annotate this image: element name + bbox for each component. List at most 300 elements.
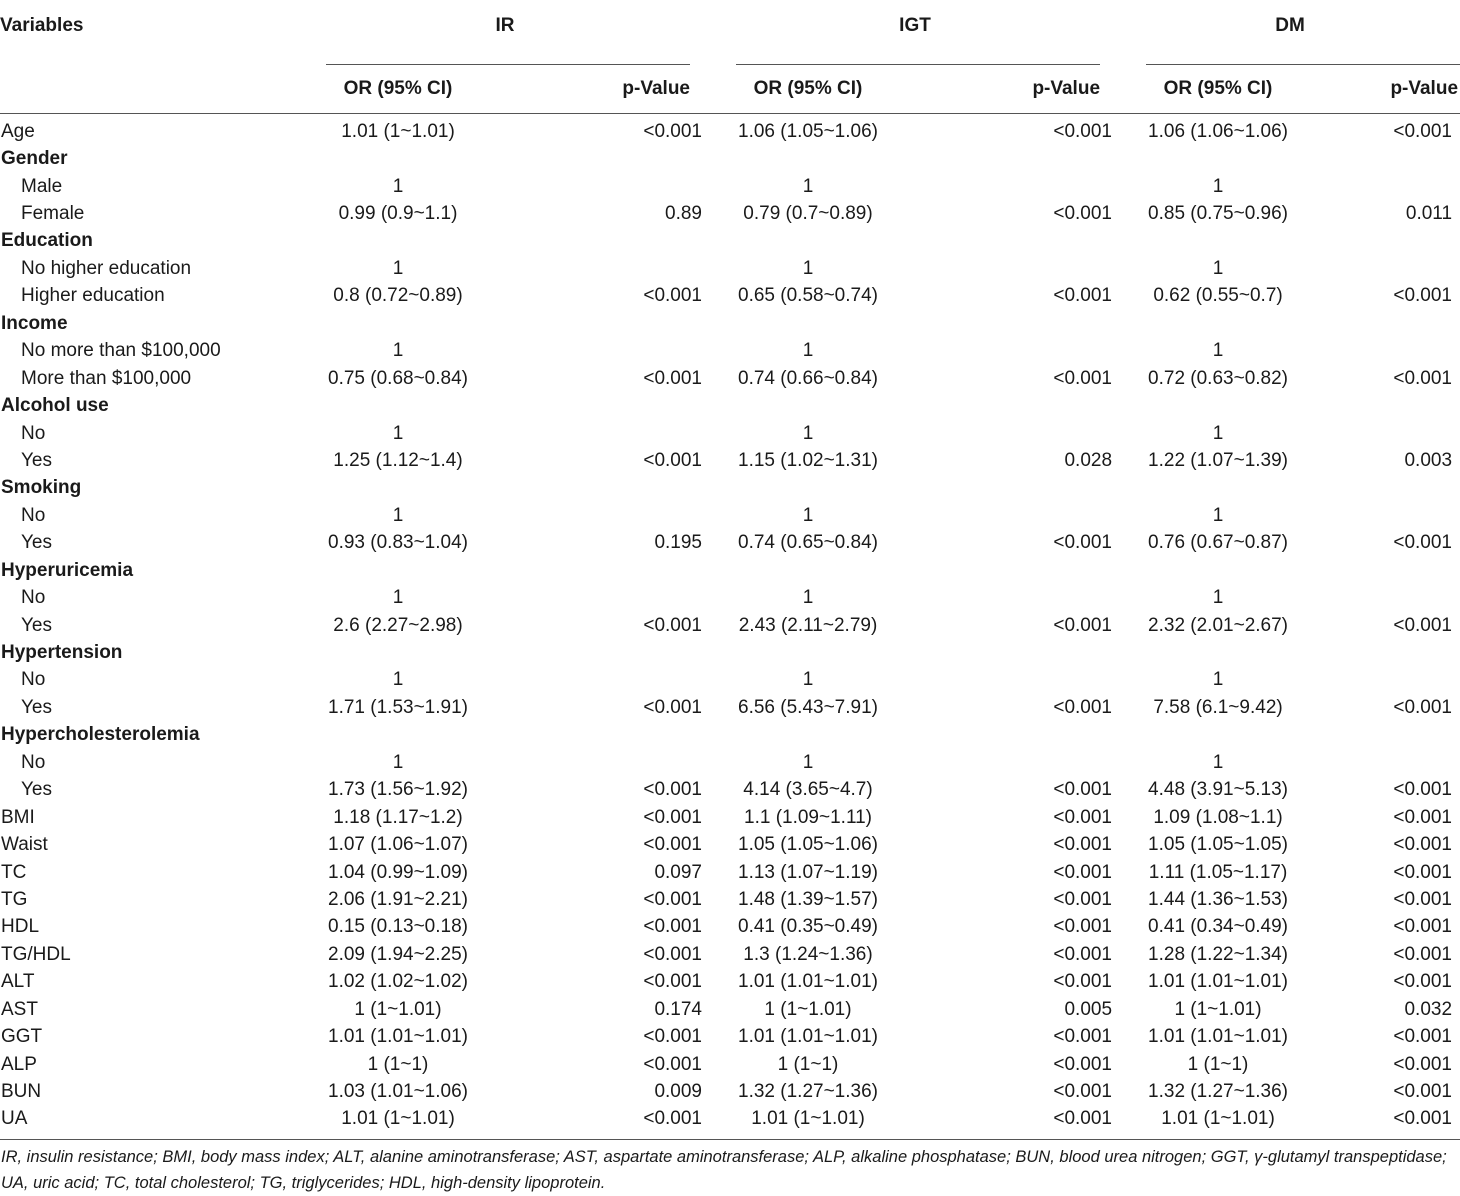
table-row (0, 859, 1460, 886)
ir-p-cell: <0.001 (643, 449, 702, 471)
igt-p-cell: <0.001 (1053, 971, 1113, 993)
table-row (0, 338, 1460, 365)
dm-p-header: p-Value (1316, 65, 1460, 114)
igt-or-cell: 1 (802, 669, 814, 691)
dm-or-cell (1120, 639, 1316, 666)
ir-or-cell: 1.25 (1.12~1.4) (333, 449, 463, 471)
dm-p-cell: <0.001 (1393, 285, 1453, 307)
ir-p-cell: <0.001 (643, 943, 702, 965)
dm-or-cell (1120, 310, 1316, 337)
ir-or-cell: 1.04 (0.99~1.09) (328, 861, 468, 883)
igt-or-cell: 0.79 (0.7~0.89) (743, 203, 873, 225)
ir-or-cell: 1.71 (1.53~1.91) (328, 696, 468, 718)
igt-or-cell: 1.06 (1.05~1.06) (738, 120, 878, 142)
dm-p-cell: <0.001 (1393, 614, 1453, 636)
ir-p-cell: <0.001 (643, 696, 702, 718)
igt-p-cell (906, 475, 1120, 502)
igt-or-cell: 0.65 (0.58~0.74) (738, 285, 878, 307)
dm-or-cell: 1 (1212, 587, 1224, 609)
variable-label-cell: No (21, 669, 46, 691)
table-row (0, 886, 1460, 913)
dm-or-cell: 1.44 (1.36~1.53) (1148, 888, 1288, 910)
variable-label-cell: Waist (1, 834, 48, 856)
igt-p-cell (906, 228, 1120, 255)
dm-p-cell: <0.001 (1393, 916, 1453, 938)
dm-p-cell: <0.001 (1393, 120, 1453, 142)
igt-or-cell: 1.32 (1.27~1.36) (738, 1081, 878, 1103)
ir-p-cell: <0.001 (643, 1108, 702, 1130)
table-row (0, 584, 1460, 611)
dm-p-cell (1316, 173, 1460, 200)
dm-p-cell (1316, 310, 1460, 337)
group-label-cell: Hypertension (1, 642, 123, 664)
dm-or-cell: 1 (1212, 504, 1224, 526)
ir-p-cell: <0.001 (643, 285, 702, 307)
ir-or-cell: 1.07 (1.06~1.07) (328, 834, 468, 856)
dm-p-cell (1316, 557, 1460, 584)
dm-p-cell (1316, 392, 1460, 419)
table-row (0, 173, 1460, 200)
ir-or-cell (300, 392, 496, 419)
table-row (0, 447, 1460, 474)
ir-p-cell: 0.195 (654, 532, 702, 554)
igt-p-cell: <0.001 (1053, 943, 1113, 965)
dm-p-cell (1316, 475, 1460, 502)
ir-p-cell: <0.001 (643, 367, 702, 389)
ir-or-cell: 0.99 (0.9~1.1) (338, 203, 458, 225)
ir-p-cell (496, 639, 710, 666)
ir-p-cell (496, 228, 710, 255)
variable-label-cell: TC (1, 861, 27, 883)
ir-or-cell: 1.01 (1.01~1.01) (328, 1026, 468, 1048)
igt-p-cell (906, 502, 1120, 529)
dm-or-cell: 1 (1212, 340, 1224, 362)
igt-or-cell: 1.13 (1.07~1.19) (738, 861, 878, 883)
dm-p-cell: <0.001 (1393, 696, 1453, 718)
dm-or-cell: 4.48 (3.91~5.13) (1148, 779, 1288, 801)
table-row (0, 530, 1460, 557)
igt-p-cell: <0.001 (1053, 532, 1113, 554)
ir-or-cell: 1 (392, 587, 404, 609)
igt-or-cell (710, 639, 906, 666)
igt-p-cell: <0.001 (1053, 1053, 1113, 1075)
dm-p-cell (1316, 255, 1460, 282)
variable-label-cell: BUN (1, 1081, 42, 1103)
variable-label-cell: No (21, 422, 46, 444)
dm-or-cell: 1.11 (1.05~1.17) (1148, 861, 1288, 883)
ir-or-cell: 0.15 (0.13~0.18) (328, 916, 468, 938)
ir-p-cell (496, 667, 710, 694)
igt-or-cell: 1.01 (1.01~1.01) (738, 971, 878, 993)
igt-or-cell: 1.1 (1.09~1.11) (744, 806, 872, 828)
dm-or-cell (1120, 145, 1316, 172)
ir-p-cell: <0.001 (643, 1053, 702, 1075)
ir-p-cell: <0.001 (643, 916, 702, 938)
igt-p-cell: <0.001 (1053, 1108, 1113, 1130)
igt-p-cell (906, 639, 1120, 666)
table-group-row (0, 639, 1460, 666)
group-label-ir: IR (495, 15, 515, 36)
table-row (0, 200, 1460, 227)
variables-header: Variables (0, 15, 84, 36)
ir-or-cell: 1 (392, 504, 404, 526)
igt-or-cell: 0.74 (0.65~0.84) (738, 532, 878, 554)
table-row (0, 114, 1460, 146)
dm-p-cell: <0.001 (1393, 943, 1453, 965)
table-row (0, 969, 1460, 996)
ir-or-header: OR (95% CI) (300, 65, 496, 114)
dm-or-cell (1120, 557, 1316, 584)
dm-p-cell (1316, 420, 1460, 447)
dm-p-cell: <0.001 (1393, 779, 1453, 801)
ir-p-cell (496, 749, 710, 776)
dm-p-cell: <0.001 (1393, 806, 1453, 828)
igt-p-cell: <0.001 (1053, 861, 1113, 883)
ir-p-cell (496, 502, 710, 529)
dm-p-cell (1316, 584, 1460, 611)
dm-p-cell: <0.001 (1393, 1026, 1453, 1048)
igt-p-cell: <0.001 (1053, 806, 1113, 828)
ir-or-cell: 1.01 (1~1.01) (341, 120, 455, 142)
table-row (0, 283, 1460, 310)
dm-p-cell: 0.032 (1404, 998, 1453, 1020)
group-label-cell: Gender (1, 148, 68, 170)
table-group-row (0, 557, 1460, 584)
table-row (0, 749, 1460, 776)
dm-or-cell: 1 (1212, 257, 1224, 279)
ir-p-cell (496, 173, 710, 200)
dm-or-cell: 1.28 (1.22~1.34) (1148, 943, 1288, 965)
igt-or-cell: 1 (1~1) (777, 1053, 839, 1075)
dm-p-cell (1316, 722, 1460, 749)
igt-or-cell (710, 722, 906, 749)
ir-or-cell: 1.01 (1~1.01) (341, 1108, 455, 1130)
dm-or-cell: 0.41 (0.34~0.49) (1148, 916, 1288, 938)
ir-or-cell: 1 (1~1.01) (354, 998, 442, 1020)
dm-p-cell (1316, 667, 1460, 694)
igt-or-cell (710, 310, 906, 337)
variable-label-cell: Male (21, 175, 63, 197)
variable-label-cell: Age (1, 120, 35, 142)
dm-or-cell: 1.01 (1.01~1.01) (1148, 1026, 1288, 1048)
dm-p-cell (1316, 228, 1460, 255)
ir-or-cell: 1 (392, 422, 404, 444)
ir-or-cell: 1 (392, 340, 404, 362)
igt-p-cell (906, 749, 1120, 776)
ir-or-cell: 2.06 (1.91~2.21) (328, 888, 468, 910)
ir-or-cell (300, 310, 496, 337)
variable-label-cell: UA (1, 1108, 28, 1130)
dm-p-cell: <0.001 (1393, 532, 1453, 554)
variable-label-cell: No (21, 587, 46, 609)
ir-p-cell (496, 420, 710, 447)
sub-header-row (0, 65, 1460, 114)
ir-p-cell (496, 338, 710, 365)
ir-p-cell: 0.89 (665, 203, 702, 225)
ir-or-cell: 1 (392, 669, 404, 691)
igt-or-cell: 1 (802, 422, 814, 444)
table-group-row (0, 392, 1460, 419)
table-header (0, 0, 1460, 114)
table-group-row (0, 310, 1460, 337)
variable-label-cell: No more than $100,000 (21, 340, 221, 362)
variable-label-cell: BMI (1, 806, 35, 828)
table-row (0, 420, 1460, 447)
igt-p-cell: <0.001 (1053, 888, 1113, 910)
igt-p-cell: <0.001 (1053, 614, 1113, 636)
igt-or-cell (710, 557, 906, 584)
dm-or-cell: 0.62 (0.55~0.7) (1153, 285, 1283, 307)
group-label-cell: Smoking (1, 477, 82, 499)
table-row (0, 914, 1460, 941)
igt-or-cell: 1.01 (1~1.01) (751, 1108, 865, 1130)
igt-or-cell (710, 228, 906, 255)
dm-p-cell: <0.001 (1393, 834, 1453, 856)
dm-p-cell: <0.001 (1393, 1081, 1453, 1103)
igt-or-cell: 1.01 (1.01~1.01) (738, 1026, 878, 1048)
ir-p-cell: <0.001 (643, 614, 702, 636)
ir-or-cell: 1 (392, 257, 404, 279)
igt-p-cell (906, 145, 1120, 172)
variable-label-cell: No (21, 751, 46, 773)
ir-p-cell: <0.001 (643, 834, 702, 856)
igt-p-cell: 0.028 (1064, 449, 1113, 471)
ir-p-cell (496, 557, 710, 584)
igt-or-cell (710, 392, 906, 419)
dm-p-cell: <0.001 (1393, 1108, 1453, 1130)
table-row (0, 612, 1460, 639)
igt-p-cell (906, 255, 1120, 282)
dm-p-cell: <0.001 (1393, 367, 1453, 389)
ir-p-cell (496, 310, 710, 337)
igt-p-cell: <0.001 (1053, 285, 1113, 307)
variable-label-cell: Yes (21, 449, 52, 471)
ir-or-cell (300, 639, 496, 666)
igt-or-cell: 1.15 (1.02~1.31) (738, 449, 878, 471)
igt-p-header: p-Value (906, 65, 1120, 114)
igt-or-cell: 1.05 (1.05~1.06) (738, 834, 878, 856)
dm-or-cell: 1 (1~1.01) (1174, 998, 1262, 1020)
igt-or-cell: 1.48 (1.39~1.57) (738, 888, 878, 910)
dm-or-cell (1120, 228, 1316, 255)
group-rule-igt (736, 64, 1100, 65)
variable-label-cell: No higher education (21, 257, 192, 279)
igt-or-cell (710, 145, 906, 172)
variable-label-cell: Female (21, 203, 85, 225)
ir-or-cell: 1.03 (1.01~1.06) (328, 1081, 468, 1103)
group-label-igt: IGT (899, 15, 931, 36)
igt-or-cell: 0.74 (0.66~0.84) (738, 367, 878, 389)
igt-or-cell: 1 (802, 504, 814, 526)
variable-label-cell: ALT (1, 971, 35, 993)
ir-or-cell: 0.8 (0.72~0.89) (333, 285, 463, 307)
dm-or-cell (1120, 392, 1316, 419)
igt-p-cell: <0.001 (1053, 696, 1113, 718)
variable-label-cell: Yes (21, 614, 52, 636)
ir-or-cell: 1 (392, 751, 404, 773)
table-row (0, 941, 1460, 968)
group-header-ir (300, 0, 710, 65)
dm-or-cell: 1.01 (1~1.01) (1161, 1108, 1275, 1130)
igt-or-cell: 1 (802, 751, 814, 773)
group-label-dm: DM (1275, 15, 1305, 36)
igt-p-cell: <0.001 (1053, 203, 1113, 225)
dm-or-cell: 1 (1212, 175, 1224, 197)
dm-p-cell: <0.001 (1393, 971, 1453, 993)
ir-or-cell: 2.6 (2.27~2.98) (333, 614, 463, 636)
ir-p-cell: <0.001 (643, 806, 702, 828)
table-group-row (0, 722, 1460, 749)
igt-or-cell: 1.3 (1.24~1.36) (743, 943, 873, 965)
igt-p-cell: 0.005 (1064, 998, 1113, 1020)
group-header-row (0, 0, 1460, 65)
variable-label-cell: More than $100,000 (21, 367, 192, 389)
dm-or-cell: 0.85 (0.75~0.96) (1148, 203, 1288, 225)
dm-p-cell (1316, 639, 1460, 666)
dm-or-cell: 1.01 (1.01~1.01) (1148, 971, 1288, 993)
dm-or-cell: 1.22 (1.07~1.39) (1148, 449, 1288, 471)
dm-p-cell (1316, 502, 1460, 529)
igt-or-cell: 1 (802, 340, 814, 362)
ir-p-cell: <0.001 (643, 888, 702, 910)
table-row (0, 996, 1460, 1023)
ir-p-cell: <0.001 (643, 1026, 702, 1048)
group-label-cell: Education (1, 230, 93, 252)
table-group-row (0, 228, 1460, 255)
dm-or-cell (1120, 722, 1316, 749)
table-group-row (0, 145, 1460, 172)
igt-p-cell (906, 557, 1120, 584)
variable-label-cell: ALP (1, 1053, 37, 1075)
dm-or-cell: 1.05 (1.05~1.05) (1148, 834, 1288, 856)
ir-or-cell: 1.73 (1.56~1.92) (328, 779, 468, 801)
table-row (0, 694, 1460, 721)
ir-p-cell: 0.097 (654, 861, 702, 883)
igt-p-cell: <0.001 (1053, 1026, 1113, 1048)
group-label-cell: Income (1, 312, 68, 334)
ir-or-cell: 1.02 (1.02~1.02) (328, 971, 468, 993)
variable-label-cell: Higher education (21, 285, 165, 307)
ir-p-cell (496, 145, 710, 172)
group-header-igt (710, 0, 1120, 65)
ir-p-cell (496, 584, 710, 611)
igt-p-cell (906, 420, 1120, 447)
ir-or-cell (300, 722, 496, 749)
dm-or-cell: 1 (1212, 422, 1224, 444)
igt-p-cell (906, 667, 1120, 694)
table-row (0, 804, 1460, 831)
igt-p-cell (906, 310, 1120, 337)
table-row (0, 667, 1460, 694)
igt-or-cell: 1 (802, 587, 814, 609)
variable-label-cell: GGT (1, 1026, 43, 1048)
igt-p-cell (906, 722, 1120, 749)
ir-p-cell: <0.001 (643, 779, 702, 801)
igt-or-cell: 1 (1~1.01) (764, 998, 852, 1020)
igt-p-cell: <0.001 (1053, 367, 1113, 389)
dm-or-cell: 0.76 (0.67~0.87) (1148, 532, 1288, 554)
variable-label-cell: HDL (1, 916, 40, 938)
ir-or-cell: 1 (1~1) (367, 1053, 429, 1075)
table-row (0, 1106, 1460, 1139)
variable-label-cell: Yes (21, 779, 52, 801)
dm-p-cell (1316, 338, 1460, 365)
igt-or-cell: 2.43 (2.11~2.79) (738, 614, 878, 636)
group-rule-ir (326, 64, 690, 65)
table-row (0, 365, 1460, 392)
igt-or-cell: 1 (802, 257, 814, 279)
footnote-section (0, 1139, 1460, 1196)
dm-or-cell: 1.09 (1.08~1.1) (1153, 806, 1283, 828)
ir-p-cell: <0.001 (643, 120, 702, 142)
table-row (0, 255, 1460, 282)
dm-or-cell: 1.32 (1.27~1.36) (1148, 1081, 1288, 1103)
ir-p-cell: 0.174 (654, 998, 702, 1020)
dm-p-cell (1316, 749, 1460, 776)
ir-or-cell (300, 145, 496, 172)
group-label-cell: Hyperuricemia (1, 559, 134, 581)
igt-or-cell (710, 475, 906, 502)
variable-label-cell: AST (1, 998, 38, 1020)
dm-or-cell (1120, 475, 1316, 502)
igt-or-cell: 1 (802, 175, 814, 197)
ir-or-cell: 0.93 (0.83~1.04) (328, 532, 468, 554)
table-row (0, 502, 1460, 529)
variable-label-cell: TG/HDL (1, 943, 71, 965)
ir-p-cell (496, 255, 710, 282)
igt-p-cell: <0.001 (1053, 834, 1113, 856)
dm-or-cell: 1 (1212, 751, 1224, 773)
ir-or-cell (300, 557, 496, 584)
igt-or-cell: 6.56 (5.43~7.91) (738, 696, 878, 718)
table-footnote: IR, insulin resistance; BMI, body mass index; ALT, alanine aminotransferase; AST, aspartate aminotransferase; ALP, alkaline phosphatase; BUN, blood urea nitrogen; GGT, γ-glutamyl transpeptidase; UA, uric acid; TC, total cholesterol; TG, triglycerides; HDL, high-density lipoprotein. (1, 1148, 1447, 1193)
igt-p-cell: <0.001 (1053, 1081, 1113, 1103)
dm-p-cell: <0.001 (1393, 1053, 1453, 1075)
igt-p-cell: <0.001 (1053, 120, 1113, 142)
table-row (0, 1078, 1460, 1105)
igt-p-cell: <0.001 (1053, 779, 1113, 801)
ir-or-cell (300, 475, 496, 502)
ir-or-cell (300, 228, 496, 255)
dm-or-header: OR (95% CI) (1120, 65, 1316, 114)
ir-or-cell: 2.09 (1.94~2.25) (328, 943, 468, 965)
igt-p-cell (906, 392, 1120, 419)
igt-or-cell: 0.41 (0.35~0.49) (738, 916, 878, 938)
igt-p-cell (906, 338, 1120, 365)
igt-p-cell (906, 173, 1120, 200)
ir-p-cell: 0.009 (654, 1081, 702, 1103)
table-row (0, 1023, 1460, 1050)
dm-p-cell: <0.001 (1393, 888, 1453, 910)
variable-label-cell: Yes (21, 532, 52, 554)
dm-p-cell: <0.001 (1393, 861, 1453, 883)
group-header-dm (1120, 0, 1460, 65)
ir-p-cell: <0.001 (643, 971, 702, 993)
igt-or-cell: 4.14 (3.65~4.7) (743, 779, 873, 801)
sub-header-blank (0, 65, 300, 114)
ir-p-header: p-Value (496, 65, 710, 114)
dm-or-cell: 7.58 (6.1~9.42) (1153, 696, 1283, 718)
igt-p-cell (906, 584, 1120, 611)
dm-or-cell: 1.06 (1.06~1.06) (1148, 120, 1288, 142)
ir-or-cell: 1 (392, 175, 404, 197)
table-row (0, 831, 1460, 858)
dm-p-cell (1316, 145, 1460, 172)
ir-p-cell (496, 475, 710, 502)
dm-or-cell: 0.72 (0.63~0.82) (1148, 367, 1288, 389)
ir-or-cell: 1.18 (1.17~1.2) (333, 806, 463, 828)
variable-label-cell: No (21, 504, 46, 526)
